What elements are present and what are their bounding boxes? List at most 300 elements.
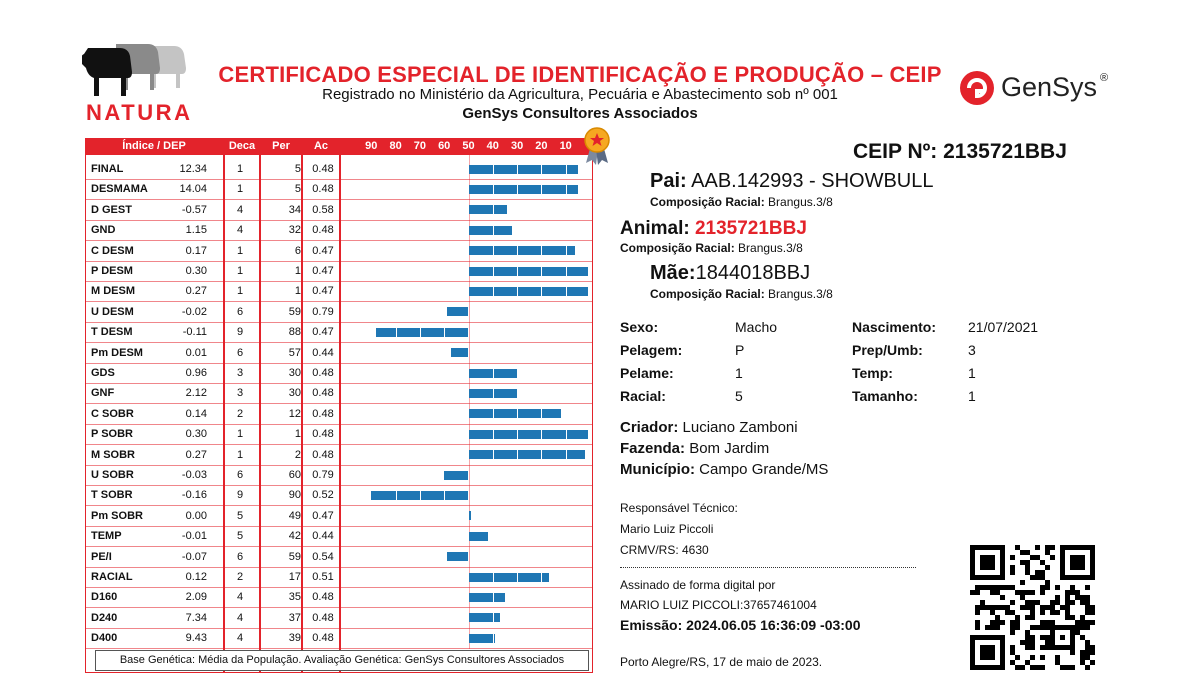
tamanho-value: 1 (968, 388, 976, 404)
cell-per: 1 (294, 265, 301, 277)
qr-module (1045, 645, 1050, 650)
cell-ac: 0.44 (312, 530, 334, 543)
bar-segment-gap (493, 205, 494, 214)
cell-deca: 5 (236, 530, 244, 543)
table-row (85, 179, 593, 199)
qr-module (1015, 625, 1020, 630)
mae-comp-value: Brangus.3/8 (768, 287, 833, 301)
cell-per: 17 (288, 571, 301, 583)
bar-segment-gap (541, 573, 542, 582)
dep-bar (469, 613, 501, 622)
cell-dep: 0.00 (185, 509, 207, 522)
cell-dep: 0.27 (185, 285, 207, 298)
table-row (85, 281, 593, 301)
award-medal-icon (583, 127, 611, 165)
pelame-label: Pelame: (620, 365, 674, 381)
qr-module (1025, 560, 1030, 565)
qr-module (1035, 625, 1040, 630)
table-row (85, 608, 593, 628)
qr-module (1065, 590, 1070, 595)
mae-line (650, 262, 810, 285)
dep-bar (376, 328, 468, 337)
qr-module (1075, 595, 1080, 600)
bar-segment-gap (493, 369, 494, 378)
cell-deca: 1 (236, 448, 244, 461)
qr-module (1090, 610, 1095, 615)
cell-per: 34 (288, 203, 301, 216)
cell-ac: 0.48 (312, 163, 334, 175)
composition-label: Composição Racial: (650, 287, 765, 301)
cell-ac: 0.44 (312, 346, 334, 359)
qr-module (1090, 620, 1095, 625)
cell-ac: 0.58 (312, 203, 334, 216)
bar-segment-gap (493, 246, 494, 255)
cell-dep: 1.15 (185, 224, 207, 237)
cell-ac: 0.48 (312, 428, 334, 441)
cell-name: FINAL (91, 163, 124, 175)
cell-name: GDS (91, 367, 115, 379)
qr-module (1070, 665, 1075, 670)
cell-dep: 0.01 (185, 346, 207, 359)
qr-module (1035, 600, 1040, 605)
table-row (85, 322, 593, 342)
qr-module (1020, 605, 1025, 610)
cell-dep: 0.17 (185, 244, 207, 257)
qr-module (1010, 570, 1015, 575)
composition-label: Composição Racial: (650, 195, 765, 209)
bar-segment-gap (566, 430, 567, 439)
dep-bar (469, 450, 586, 459)
qr-module (1085, 610, 1090, 615)
table-row (85, 628, 593, 648)
bar-segment-gap (541, 185, 542, 194)
qr-module (1040, 585, 1045, 590)
qr-module (1080, 600, 1085, 605)
qr-module (1030, 575, 1035, 580)
bar-segment-gap (493, 409, 494, 418)
qr-module (1015, 655, 1020, 660)
tamanho-label: Tamanho: (852, 388, 918, 404)
bar-segment-gap (493, 226, 494, 235)
pelagem-label: Pelagem: (620, 342, 683, 358)
cell-name: C SOBR (91, 407, 134, 420)
table-row (85, 261, 593, 281)
racial-value: 5 (735, 388, 743, 404)
bar-segment-gap (566, 287, 567, 296)
cell-ac: 0.48 (312, 183, 334, 196)
table-row (85, 200, 593, 220)
cell-name: U DESM (91, 305, 134, 318)
bar-segment-gap (517, 430, 518, 439)
qr-module (995, 590, 1000, 595)
qr-module (1000, 595, 1005, 600)
cell-name: Pm DESM (91, 346, 143, 359)
dep-bar (469, 226, 513, 235)
qr-module (1000, 620, 1005, 625)
qr-module (1030, 610, 1035, 615)
qr-module (1060, 635, 1065, 640)
cell-deca: 1 (236, 285, 244, 298)
qr-module (1035, 545, 1040, 550)
place-date: Porto Alegre/RS, 17 de maio de 2023. (620, 655, 823, 669)
temp-value: 1 (968, 365, 976, 381)
cell-name: Pm SOBR (91, 509, 143, 522)
qr-module (1015, 665, 1020, 670)
qr-module (1045, 625, 1050, 630)
cell-dep: 0.14 (185, 407, 207, 420)
bar-segment-gap (493, 613, 494, 622)
qr-module (1085, 650, 1090, 655)
cell-name: T SOBR (91, 489, 133, 502)
bar-segment-gap (517, 267, 518, 276)
bar-segment-gap (493, 450, 494, 459)
qr-module (1035, 575, 1040, 580)
qr-module (1005, 605, 1010, 610)
cell-dep: 14.04 (179, 183, 207, 196)
table-row (85, 587, 593, 607)
dep-bar (451, 348, 468, 357)
qr-module (975, 605, 980, 610)
cell-ac: 0.79 (312, 305, 334, 318)
cell-per: 49 (288, 509, 301, 522)
crmv: CRMV/RS: 4630 (620, 543, 709, 557)
qr-module (1010, 650, 1015, 655)
qr-module (1025, 570, 1030, 575)
header-per: Per (261, 138, 301, 155)
qr-module (980, 605, 985, 610)
cell-name: M DESM (91, 285, 135, 298)
cell-deca: 5 (236, 509, 244, 522)
cell-per: 42 (288, 530, 301, 543)
qr-module (995, 585, 1000, 590)
qr-module (1045, 550, 1050, 555)
table-row (85, 241, 593, 261)
cell-deca: 1 (236, 428, 244, 441)
qr-module (1080, 655, 1085, 660)
qr-module (1015, 615, 1020, 620)
bar-segment-gap (541, 450, 542, 459)
dep-bar (469, 634, 496, 643)
qr-module (1090, 605, 1095, 610)
table-row (85, 526, 593, 546)
qr-module (980, 645, 995, 660)
qr-module (990, 610, 995, 615)
qr-module (1055, 610, 1060, 615)
cell-name: GNF (91, 387, 115, 400)
qr-module (1055, 660, 1060, 665)
qr-module (1040, 665, 1045, 670)
emission-date: Emissão: 2024.06.05 16:36:09 -03:00 (620, 617, 861, 633)
bar-segment-gap (420, 491, 421, 500)
qr-module (985, 625, 990, 630)
cell-per: 90 (288, 489, 301, 502)
prep-value: 3 (968, 342, 976, 358)
cell-deca: 9 (236, 326, 244, 339)
qr-module (1090, 650, 1095, 655)
qr-module (990, 605, 995, 610)
qr-module (1040, 635, 1045, 640)
qr-module (1080, 615, 1085, 620)
qr-module (1040, 560, 1045, 565)
dep-bar (469, 593, 505, 602)
qr-module (1045, 565, 1050, 570)
bar-segment-gap (493, 267, 494, 276)
bar-segment-gap (517, 409, 518, 418)
cell-dep: 12.34 (179, 163, 207, 175)
registered-mark: ® (1100, 72, 1109, 84)
cell-per: 12 (288, 407, 301, 420)
cell-deca: 1 (236, 244, 244, 257)
qr-module (1040, 645, 1045, 650)
qr-module (990, 625, 995, 630)
qr-module (1030, 605, 1035, 610)
dep-bar (469, 511, 471, 520)
gensys-logo (955, 68, 1115, 108)
table-footer: Base Genética: Média da População. Avaliação Genética: GenSys Consultores Associados (95, 650, 589, 671)
bar-segment-gap (517, 185, 518, 194)
cell-dep: -0.03 (181, 469, 207, 481)
qr-module (985, 585, 990, 590)
qr-module (1045, 580, 1050, 585)
qr-module (1025, 565, 1030, 570)
qr-module (1020, 640, 1025, 645)
axis-tick-label: 10 (559, 140, 572, 152)
qr-module (1065, 595, 1070, 600)
qr-module (1045, 545, 1050, 550)
cell-deca: 6 (236, 305, 244, 318)
qr-module (1000, 585, 1005, 590)
cell-ac: 0.47 (312, 265, 334, 277)
header-ac: Ac (303, 138, 339, 155)
cell-dep: 9.43 (185, 632, 207, 645)
table-row (85, 302, 593, 322)
cell-name: D400 (91, 632, 118, 645)
cell-deca: 4 (236, 591, 244, 604)
cell-dep: 0.96 (185, 367, 207, 379)
qr-module (1015, 620, 1020, 625)
qr-module (1040, 625, 1045, 630)
cell-name: TEMP (91, 530, 122, 543)
pai-label: Pai: (650, 170, 687, 192)
cell-ac: 0.48 (312, 591, 334, 604)
cell-dep: 0.12 (185, 571, 207, 583)
qr-module (1070, 555, 1085, 570)
cell-name: U SOBR (91, 469, 134, 481)
cell-per: 30 (288, 387, 301, 400)
qr-module (975, 620, 980, 625)
dep-bar (469, 409, 561, 418)
cell-deca: 1 (236, 163, 244, 175)
bar-segment-gap (541, 267, 542, 276)
qr-module (1025, 645, 1030, 650)
animal-label: Animal: (620, 218, 690, 239)
cell-name: T DESM (91, 326, 133, 339)
animal-value: 2135721BBJ (694, 218, 807, 239)
qr-module (1050, 545, 1055, 550)
bar-segment-gap (541, 165, 542, 174)
cell-dep: 2.12 (185, 387, 207, 400)
qr-module (1030, 640, 1035, 645)
cell-deca: 9 (236, 489, 244, 502)
qr-module (1010, 585, 1015, 590)
dep-bar (371, 491, 468, 500)
qr-module (1070, 600, 1075, 605)
cell-per: 6 (294, 244, 301, 257)
qr-module (1020, 590, 1025, 595)
bar-segment-gap (541, 246, 542, 255)
bar-segment-gap (566, 165, 567, 174)
qr-code-icon (970, 545, 1095, 670)
qr-module (1065, 600, 1070, 605)
cell-ac: 0.48 (312, 632, 334, 645)
qr-module (1070, 650, 1075, 655)
cell-dep: -0.02 (181, 305, 207, 318)
cell-ac: 0.48 (312, 448, 334, 461)
cell-name: GND (91, 224, 116, 237)
cell-ac: 0.79 (312, 469, 334, 481)
qr-module (1030, 555, 1035, 560)
cell-ac: 0.48 (312, 407, 334, 420)
qr-module (1065, 605, 1070, 610)
qr-module (1040, 655, 1045, 660)
qr-module (1025, 550, 1030, 555)
company-name: GenSys Consultores Associados (462, 105, 698, 122)
ceip-number: CEIP Nº: 2135721BBJ (853, 140, 1067, 163)
gensys-brand: GenSys (1001, 72, 1098, 102)
bar-segment-gap (517, 246, 518, 255)
qr-module (1005, 585, 1010, 590)
qr-module (1050, 605, 1055, 610)
header-deca: Deca (225, 138, 259, 155)
qr-module (990, 590, 995, 595)
qr-module (1010, 625, 1015, 630)
qr-module (995, 615, 1000, 620)
pai-value: AAB.142993 - SHOWBULL (691, 170, 934, 192)
qr-module (1030, 600, 1035, 605)
qr-module (995, 605, 1000, 610)
qr-module (1025, 635, 1030, 640)
qr-module (975, 585, 980, 590)
table-row (85, 220, 593, 240)
nascimento-value: 21/07/2021 (968, 319, 1039, 335)
qr-module (1025, 590, 1030, 595)
bar-segment-gap (493, 593, 494, 602)
table-row (85, 404, 593, 424)
table-row (85, 547, 593, 567)
cell-dep: 7.34 (185, 611, 207, 624)
qr-module (1040, 610, 1045, 615)
dep-bar (469, 430, 588, 439)
axis-tick-label: 20 (535, 140, 548, 152)
cell-deca: 3 (236, 387, 244, 400)
cell-dep: 2.09 (185, 591, 207, 604)
signer-id: MARIO LUIZ PICCOLI:37657461004 (620, 598, 817, 612)
axis-tick-label: 80 (389, 140, 402, 152)
mae-label: Mãe: (650, 262, 696, 284)
pai-composition (650, 195, 833, 209)
table-row (85, 343, 593, 363)
qr-module (980, 555, 995, 570)
qr-module (1020, 665, 1025, 670)
cell-per: 30 (288, 367, 301, 379)
qr-module (1000, 605, 1005, 610)
cell-name: PE/I (91, 550, 112, 563)
qr-module (1010, 555, 1015, 560)
logo-text: NATURA (86, 100, 190, 124)
fazenda-label: Fazenda: (620, 440, 686, 457)
dep-bar (469, 165, 578, 174)
qr-module (995, 625, 1000, 630)
cell-dep: -0.07 (181, 550, 207, 563)
qr-module (1085, 605, 1090, 610)
bar-segment-gap (493, 389, 494, 398)
cell-per: 1 (294, 428, 301, 441)
qr-module (1055, 600, 1060, 605)
cell-deca: 1 (236, 265, 244, 277)
cell-deca: 4 (236, 611, 244, 624)
qr-module (975, 590, 980, 595)
qr-module (1020, 580, 1025, 585)
cell-ac: 0.54 (312, 550, 334, 563)
cell-name: M SOBR (91, 448, 135, 461)
cell-per: 60 (288, 469, 301, 481)
qr-module (1035, 665, 1040, 670)
qr-module (1080, 595, 1085, 600)
dep-bar (469, 287, 588, 296)
dep-bar (469, 205, 508, 214)
pai-line (650, 170, 933, 193)
qr-module (1045, 620, 1050, 625)
qr-module (1025, 630, 1030, 635)
mae-composition (650, 287, 833, 301)
qr-module (1065, 615, 1070, 620)
table-row (85, 383, 593, 403)
cell-name: D240 (91, 611, 118, 624)
qr-module (1020, 595, 1025, 600)
cell-ac: 0.47 (312, 326, 334, 339)
cell-deca: 1 (236, 183, 244, 196)
sexo-label: Sexo: (620, 319, 659, 335)
qr-module (1040, 575, 1045, 580)
qr-module (1040, 590, 1045, 595)
qr-module (1065, 665, 1070, 670)
qr-module (1030, 655, 1035, 660)
qr-module (1085, 645, 1090, 650)
fazenda-value: Bom Jardim (689, 440, 770, 457)
qr-module (1070, 585, 1075, 590)
qr-module (1085, 585, 1090, 590)
mae-value: 1844018BBJ (695, 262, 811, 284)
dep-bar (447, 307, 469, 316)
qr-module (1045, 585, 1050, 590)
cell-ac: 0.47 (312, 244, 334, 257)
cell-dep: 0.30 (185, 428, 207, 441)
cell-per: 37 (288, 611, 301, 624)
cell-ac: 0.47 (312, 285, 334, 298)
municipio-line (620, 461, 828, 478)
qr-module (1030, 665, 1035, 670)
cell-deca: 6 (236, 550, 244, 563)
qr-module (1080, 660, 1085, 665)
qr-module (1025, 605, 1030, 610)
municipio-value: Campo Grande/MS (699, 461, 829, 478)
bar-segment-gap (493, 573, 494, 582)
qr-module (1050, 620, 1055, 625)
criador-line (620, 419, 798, 436)
qr-module (1015, 545, 1020, 550)
cell-dep: -0.57 (181, 203, 207, 216)
registration-line: Registrado no Ministério da Agricultura, Pecuária e Abastecimento sob nº 001 (322, 86, 838, 103)
